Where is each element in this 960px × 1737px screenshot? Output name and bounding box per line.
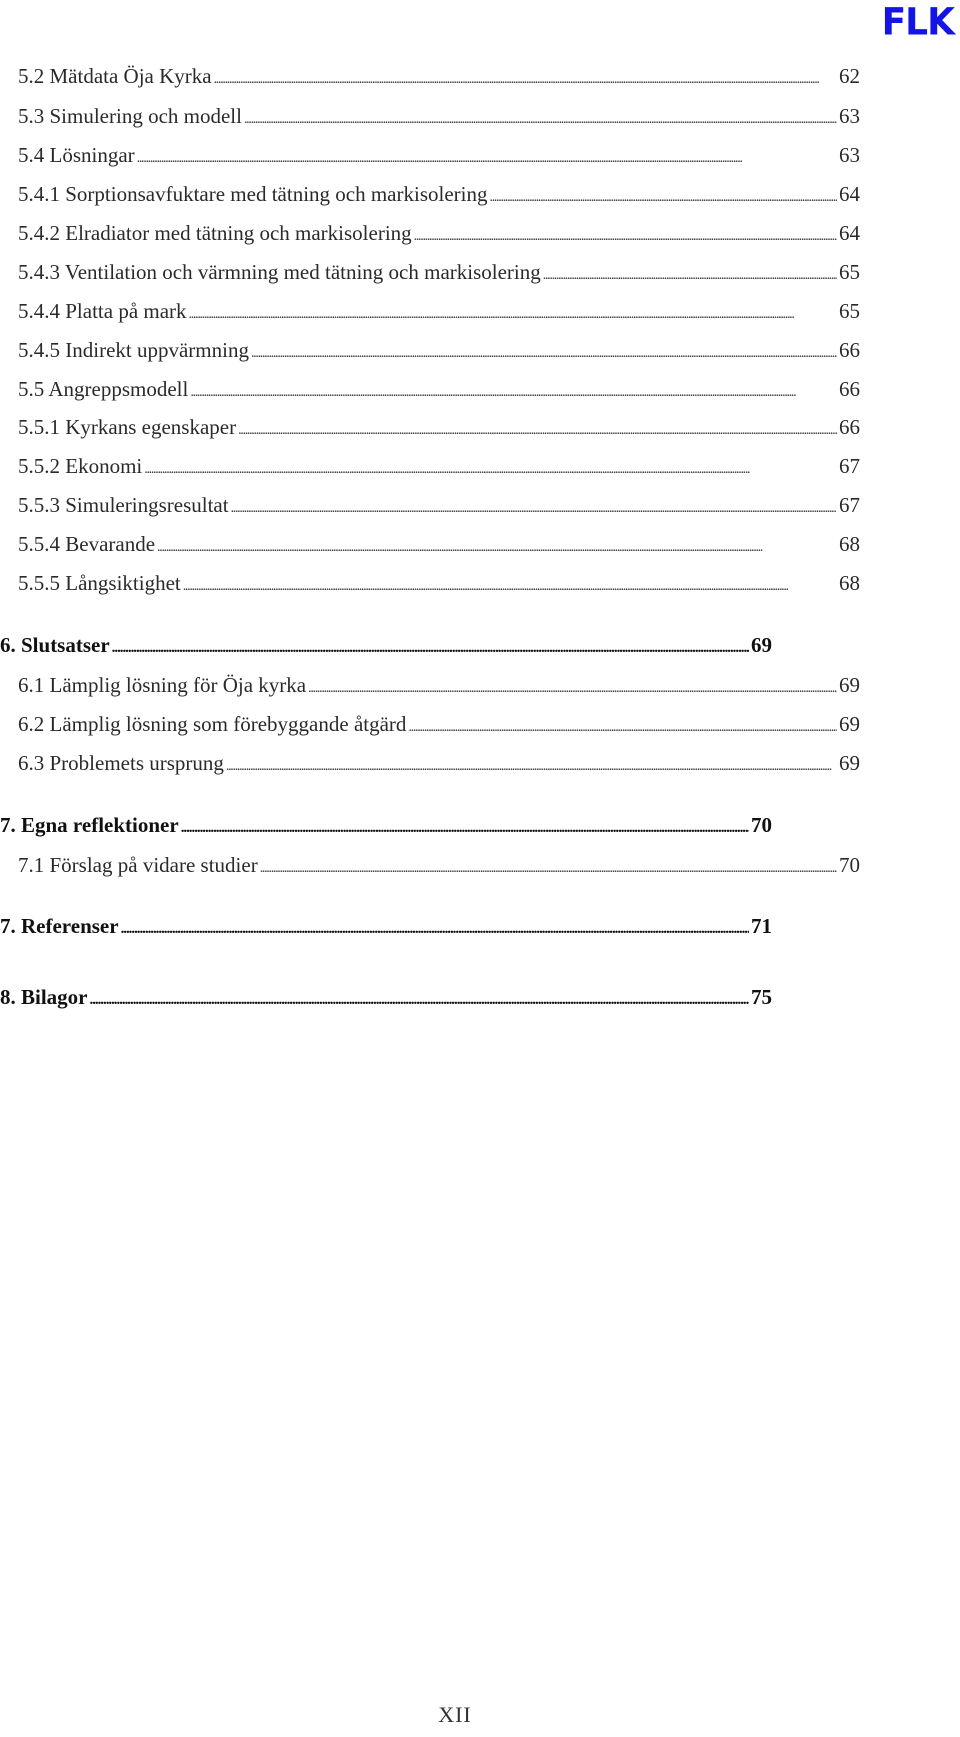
toc-entry-page: 65	[839, 260, 860, 284]
toc-entry-title: 5.5 Angreppsmodell	[18, 377, 189, 401]
toc-chapter[interactable]	[0, 633, 772, 658]
toc-entry-page: 63	[839, 104, 860, 128]
toc-entry-page: 69	[839, 751, 860, 775]
dot-leader	[414, 229, 837, 245]
toc-chapter-title: 8. Bilagor	[0, 985, 88, 1009]
toc-entry-page: 66	[839, 415, 860, 439]
dot-leader	[226, 759, 837, 775]
toc-entry-title: 5.4.2 Elradiator med tätning och markisolering	[18, 221, 412, 245]
toc-chapter[interactable]	[0, 813, 772, 838]
flk-logo: FLK	[881, 0, 954, 45]
toc-entry-page: 67	[839, 454, 860, 478]
dot-leader	[157, 540, 837, 556]
toc-chapter-title: 6. Slutsatser	[0, 633, 110, 657]
toc-entry-title: 5.5.2 Ekonomi	[18, 454, 143, 478]
toc-entry-page: 64	[839, 221, 860, 245]
toc-entry[interactable]	[18, 64, 860, 89]
toc-entry-title: 5.5.4 Bevarande	[18, 532, 156, 556]
toc-entry-title: 5.5.5 Långsiktighet	[18, 571, 181, 595]
toc-entry[interactable]	[18, 532, 860, 557]
toc-entry-title: 5.4.5 Indirekt uppvärmning	[18, 338, 249, 362]
toc-chapter-title: 7. Egna reflektioner	[0, 813, 179, 837]
toc-entry-page: 68	[839, 571, 860, 595]
toc-entry[interactable]	[18, 454, 860, 479]
toc-entry-title: 5.4 Lösningar	[18, 143, 135, 167]
toc-entry[interactable]	[18, 571, 860, 596]
toc-entry-title: 5.4.4 Platta på mark	[18, 299, 187, 323]
toc-entry[interactable]	[18, 104, 860, 129]
toc-chapter[interactable]	[0, 914, 772, 939]
dot-leader	[137, 151, 837, 167]
toc-entry-page: 67	[839, 493, 860, 517]
toc-entry[interactable]	[18, 853, 860, 878]
toc-entry-page: 66	[839, 377, 860, 401]
toc-entry-title: 6.1 Lämplig lösning för Öja kyrka	[18, 673, 307, 697]
toc-entry[interactable]	[18, 221, 860, 246]
dot-leader	[244, 112, 837, 128]
dot-leader	[490, 190, 838, 206]
toc-entry-title: 5.2 Mätdata Öja Kyrka	[18, 64, 212, 88]
toc-entry-title: 6.3 Problemets ursprung	[18, 751, 224, 775]
dot-leader	[260, 861, 837, 877]
dot-leader	[238, 423, 837, 439]
dot-leader	[121, 921, 749, 938]
toc-chapter-page: 69	[751, 633, 772, 657]
toc-entry-title: 5.4.1 Sorptionsavfuktare med tätning och markisolering	[18, 182, 488, 206]
toc-chapter-page: 71	[751, 914, 772, 938]
dot-leader	[189, 307, 837, 323]
toc-entry-page: 70	[839, 853, 860, 877]
dot-leader	[190, 385, 837, 401]
toc-entry-title: 5.5.3 Simuleringsresultat	[18, 493, 229, 517]
toc-entry-page: 66	[839, 338, 860, 362]
dot-leader	[408, 720, 837, 736]
toc-chapter-title: 7. Referenser	[0, 914, 119, 938]
toc-entry-page: 63	[839, 143, 860, 167]
toc-entry-title: 5.3 Simulering och modell	[18, 104, 242, 128]
toc-chapter-page: 75	[751, 985, 772, 1009]
dot-leader	[90, 992, 750, 1009]
page-number: XII	[438, 1702, 472, 1727]
toc-entry-page: 64	[839, 182, 860, 206]
dot-leader	[144, 462, 837, 478]
toc-entry[interactable]	[18, 712, 860, 737]
toc-chapter-page: 70	[751, 813, 772, 837]
dot-leader	[112, 640, 749, 657]
dot-leader	[543, 268, 837, 284]
toc-entry[interactable]	[18, 143, 860, 168]
toc-entry[interactable]	[18, 182, 860, 207]
toc-entry[interactable]	[18, 299, 860, 324]
toc-entry-page: 68	[839, 532, 860, 556]
toc-entry-title: 6.2 Lämplig lösning som förebyggande åtgärd	[18, 712, 407, 736]
toc-entry[interactable]	[18, 415, 860, 440]
toc-entry-page: 65	[839, 299, 860, 323]
toc-entry[interactable]	[18, 338, 860, 363]
toc-entry-page: 69	[839, 673, 860, 697]
toc-entry[interactable]	[18, 260, 860, 285]
dot-leader	[183, 579, 837, 595]
toc-entry-title: 7.1 Förslag på vidare studier	[18, 853, 258, 877]
toc-entry-page: 62	[839, 64, 860, 88]
dot-leader	[214, 72, 837, 88]
dot-leader	[308, 681, 837, 697]
dot-leader	[251, 346, 837, 362]
toc-entry-page: 69	[839, 712, 860, 736]
dot-leader	[181, 820, 749, 837]
toc-entry[interactable]	[18, 377, 860, 402]
toc-entry-title: 5.4.3 Ventilation och värmning med tätning och markisolering	[18, 260, 541, 284]
toc-entry[interactable]	[18, 673, 860, 698]
toc-entry-title: 5.5.1 Kyrkans egenskaper	[18, 415, 237, 439]
dot-leader	[231, 501, 837, 517]
toc-entry[interactable]	[18, 493, 860, 518]
toc-chapter[interactable]	[0, 985, 772, 1010]
toc-entry[interactable]	[18, 751, 860, 776]
